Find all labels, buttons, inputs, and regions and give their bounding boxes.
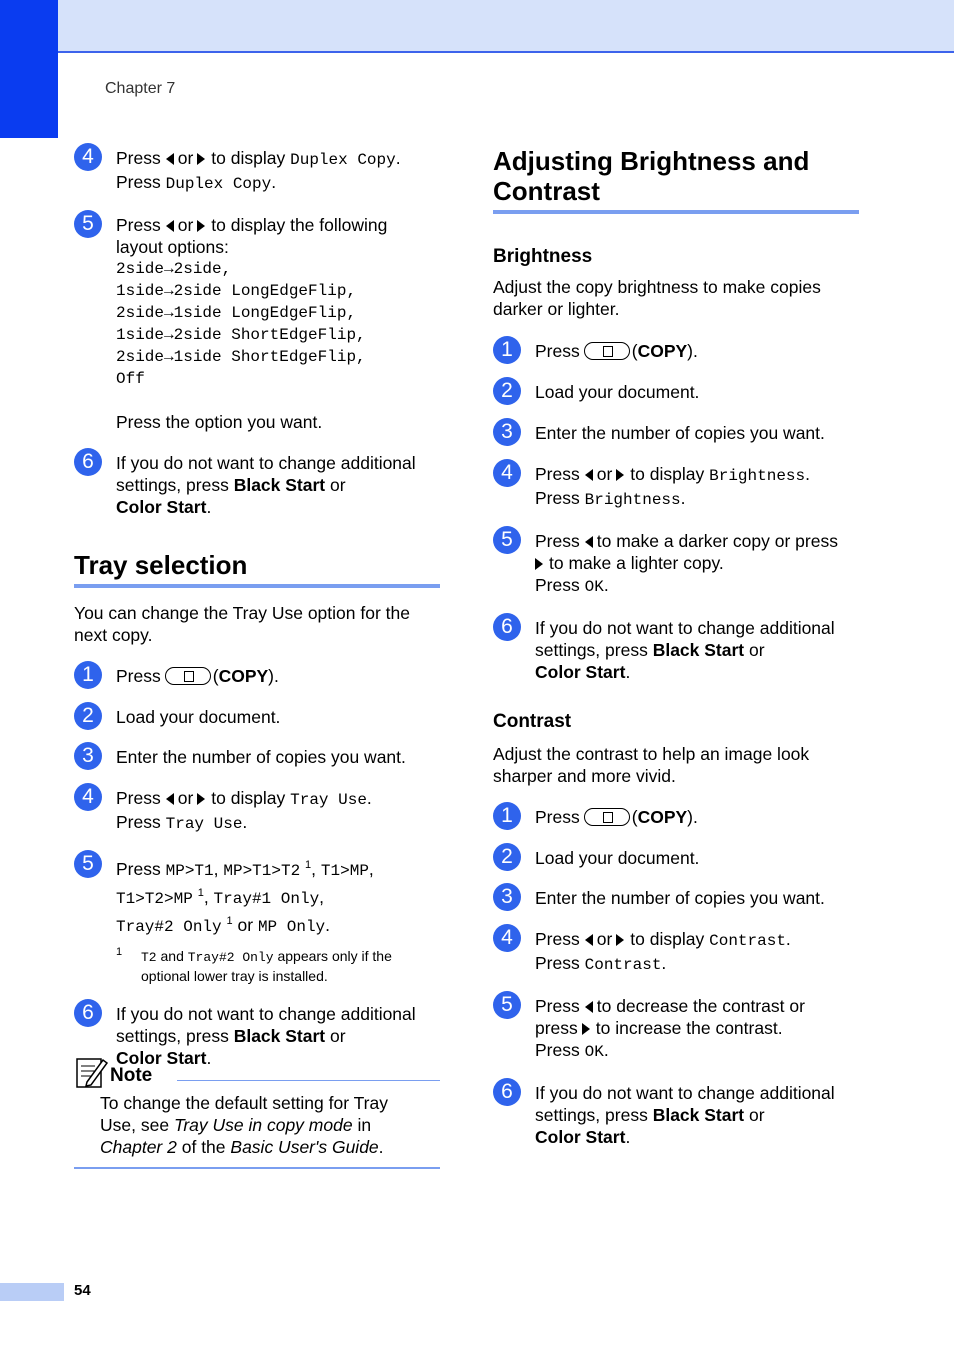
chapter-label: Chapter 7 (105, 80, 176, 97)
right-column (493, 146, 859, 1148)
contrast-intro: Adjust the contrast to help an image look sharper and more vivid. (493, 744, 810, 786)
tray-step-4: 4 Press or to display Tray Use. Press Tray Use. (74, 787, 444, 835)
brightness-step-1: 1 Press (COPY). (493, 340, 859, 362)
right-arrow-icon (582, 1023, 590, 1035)
contrast-step-5: 5 Press to decrease the contrast or press to increase the contrast. Press OK. (493, 995, 859, 1063)
page-number-tab (0, 1283, 64, 1301)
step-number: 2 (493, 377, 521, 405)
contrast-step-3: 3 Enter the number of copies you want. (493, 887, 859, 909)
left-arrow-icon (585, 469, 593, 481)
left-arrow-icon (585, 536, 593, 548)
brightness-intro: Adjust the copy brightness to make copies darker or lighter. (493, 277, 821, 319)
step-6-start: 6 If you do not want to change additional settings, press Black Start or Color Start. (74, 452, 444, 518)
brightness-step-3: 3 Enter the number of copies you want. (493, 422, 859, 444)
step-number: 4 (493, 459, 521, 487)
step-number: 3 (74, 742, 102, 770)
heading-rule (74, 584, 440, 588)
brightness-step-6: 6 If you do not want to change additional settings, press Black Start or Color Start. (493, 617, 859, 683)
step-number: 5 (493, 991, 521, 1019)
brightness-heading: Brightness (493, 246, 593, 267)
left-arrow-icon (166, 153, 174, 165)
step-number: 5 (493, 526, 521, 554)
left-column (74, 147, 444, 1069)
tray-intro: You can change the Tray Use option for the next copy. (74, 603, 410, 645)
step-number: 5 (74, 850, 102, 878)
step-number: 3 (493, 418, 521, 446)
step-number: 1 (493, 802, 521, 830)
contrast-heading: Contrast (493, 711, 572, 732)
right-arrow-icon (197, 793, 205, 805)
tray-selection-heading: Tray selection (74, 550, 248, 580)
step-number: 4 (74, 143, 102, 171)
right-arrow-icon (197, 153, 205, 165)
step-number: 6 (74, 999, 102, 1027)
chapter-tab (0, 0, 58, 138)
header-band (0, 0, 954, 53)
brightness-step-5: 5 Press to make a darker copy or press to make a lighter copy. Press OK. (493, 530, 859, 598)
brightness-step-4: 4 Press or to display Brightness. Press Brightness. (493, 463, 859, 511)
page-number: 54 (74, 1282, 91, 1299)
contrast-step-2: 2 Load your document. (493, 847, 859, 869)
brightness-contrast-heading: Adjusting Brightness and Contrast (493, 146, 810, 206)
right-arrow-icon (616, 469, 624, 481)
tray-step-1: 1 Press (COPY). (74, 665, 444, 687)
step-number: 4 (493, 924, 521, 952)
copy-key-icon (584, 808, 630, 826)
note-box (74, 1055, 440, 1170)
footnote: 1 T2 and Tray#2 Only appears only if the optional lower tray is installed. (116, 946, 392, 985)
left-arrow-icon (166, 220, 174, 232)
note-pencil-icon (75, 1055, 109, 1089)
step-5-layout: 5 Press or to display the following layout options: 2side→2side, 1side→2side LongEdgeFlip, 2side→1side LongEdgeFlip, 1side→2side ShortEdgeFlip, 2side→1side ShortEdgeFlip, Off Press the option you want. (74, 214, 444, 433)
step-number: 2 (74, 702, 102, 730)
heading-rule (493, 210, 859, 214)
step-number: 6 (493, 613, 521, 641)
step-number: 3 (493, 883, 521, 911)
step-number: 1 (493, 336, 521, 364)
tray-step-2: 2 Load your document. (74, 706, 444, 728)
right-arrow-icon (616, 934, 624, 946)
note-text: To change the default setting for Tray Use, see Tray Use in copy mode in Chapter 2 of the Basic User's Guide. (100, 1093, 388, 1157)
brightness-step-2: 2 Load your document. (493, 381, 859, 403)
tray-step-5: 5 Press MP>T1, MP>T1>T2 $^1$, T1>MP, T1>T2>MP $^1$, Tray#1 Only, Tray#2 Only $^1$ or MP Only. 1 T2 and Tray#2 Only appears only if the optional lower tray is installed. (74, 854, 444, 986)
copy-key-icon (165, 667, 211, 685)
step-number: 6 (74, 448, 102, 476)
step-number: 6 (493, 1078, 521, 1106)
note-bottom-rule (74, 1167, 440, 1169)
step-number: 4 (74, 783, 102, 811)
contrast-step-1: 1 Press (COPY). (493, 806, 859, 828)
left-arrow-icon (166, 793, 174, 805)
left-arrow-icon (585, 934, 593, 946)
note-title-rule (177, 1080, 440, 1081)
copy-key-icon (584, 342, 630, 360)
left-arrow-icon (585, 1001, 593, 1013)
tray-step-3: 3 Enter the number of copies you want. (74, 746, 444, 768)
tray-step-6: 6 If you do not want to change additional settings, press Black Start or Color Start. (74, 1003, 444, 1069)
contrast-step-4: 4 Press or to display Contrast. Press Contrast. (493, 928, 859, 976)
note-title: Note (110, 1065, 153, 1086)
step-number: 2 (493, 843, 521, 871)
step-number: 5 (74, 210, 102, 238)
step-number: 1 (74, 661, 102, 689)
right-arrow-icon (535, 558, 543, 570)
right-arrow-icon (197, 220, 205, 232)
contrast-step-6: 6 If you do not want to change additional settings, press Black Start or Color Start. (493, 1082, 859, 1148)
step-4-duplex: 4 Press or to display Duplex Copy. Press Duplex Copy. (74, 147, 444, 195)
